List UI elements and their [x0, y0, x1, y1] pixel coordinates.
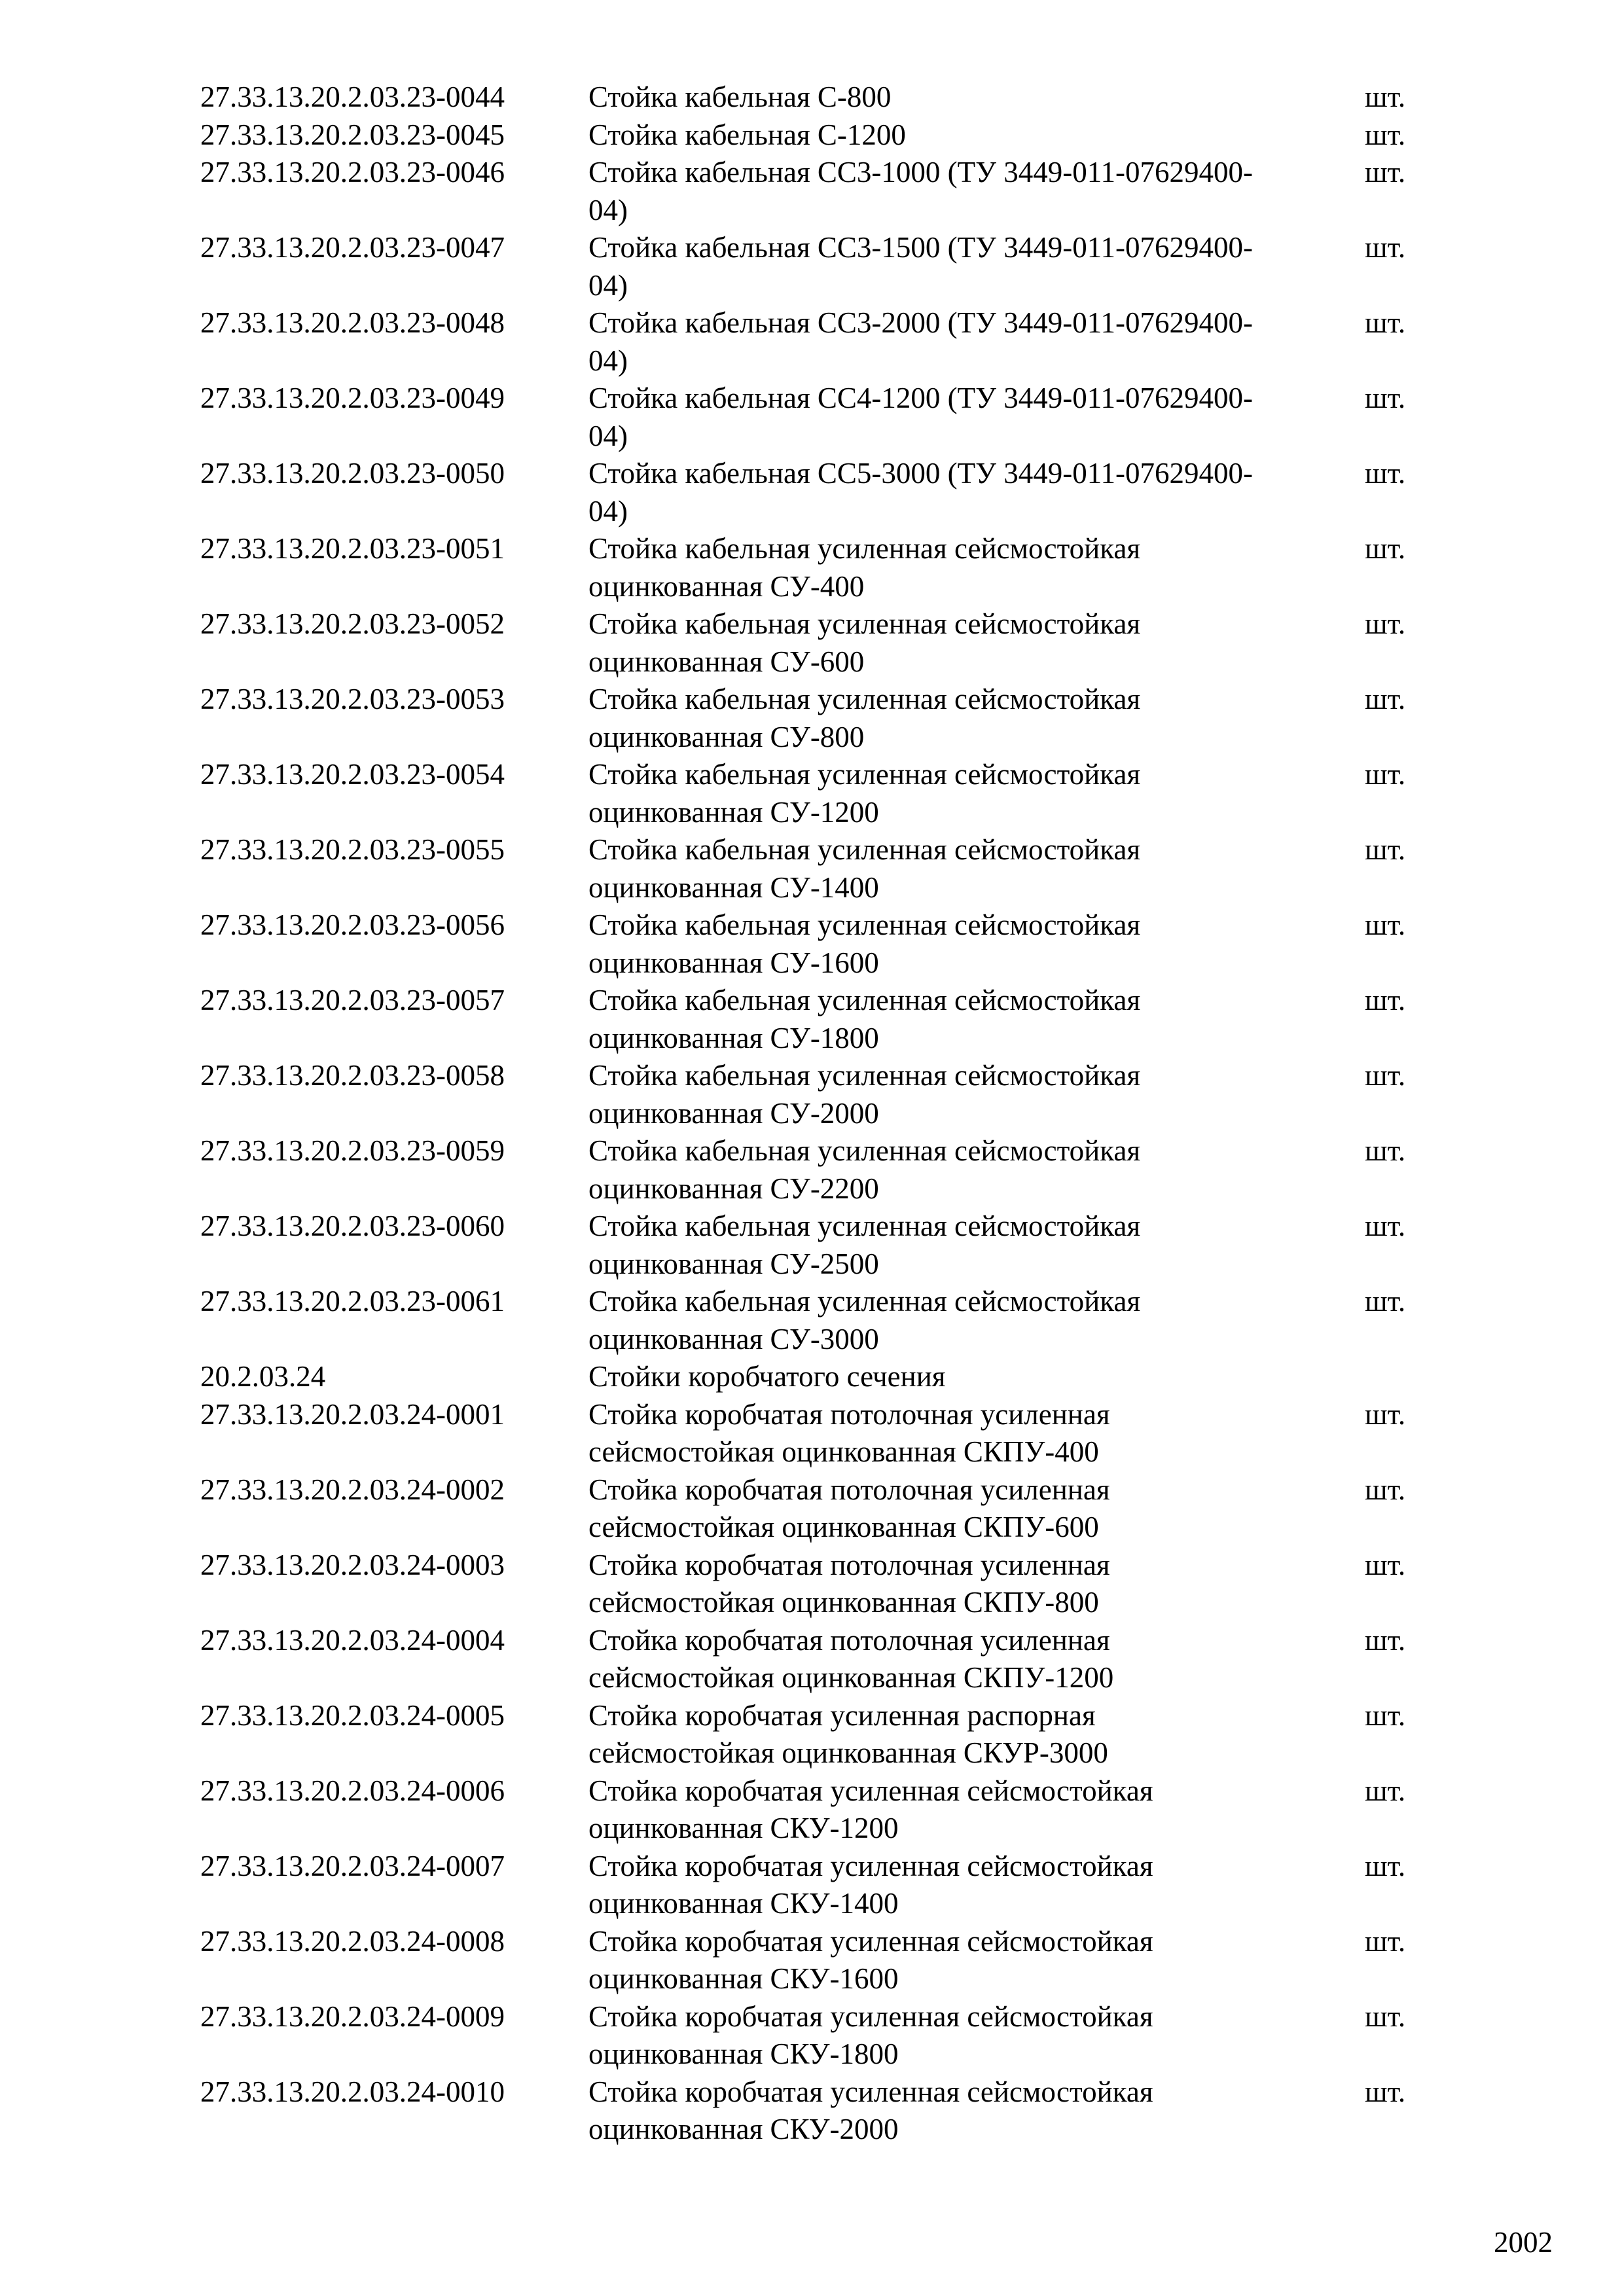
row-unit: шт. — [1365, 231, 1406, 264]
row-code: 27.33.13.20.2.03.24-0008 — [200, 1924, 505, 1958]
row-unit: шт. — [1365, 306, 1406, 339]
row-unit: шт. — [1365, 833, 1406, 866]
row-name: Стойка кабельная СС5-3000 (ТУ 3449-011-07629400- 04) — [588, 457, 1254, 528]
row-unit: шт. — [1365, 81, 1406, 113]
row-unit: шт. — [1365, 118, 1406, 151]
table-row — [200, 756, 1444, 831]
table-row — [200, 455, 1444, 530]
row-name: Стойка кабельная усиленная сейсмостойкая оцинкованная СУ-1400 — [588, 833, 1141, 904]
row-name: Стойка коробчатая усиленная сейсмостойкая оцинкованная СКУ-1400 — [588, 1849, 1153, 1920]
row-unit: шт. — [1365, 984, 1406, 1016]
row-code: 27.33.13.20.2.03.23-0044 — [200, 81, 505, 113]
row-unit: шт. — [1365, 1548, 1406, 1581]
row-name: Стойка кабельная усиленная сейсмостойкая оцинкованная СУ-400 — [588, 532, 1141, 603]
table-row — [200, 831, 1444, 906]
table-row — [200, 1998, 1444, 2073]
row-code: 27.33.13.20.2.03.23-0050 — [200, 457, 505, 490]
row-unit: шт. — [1365, 1849, 1406, 1882]
table-row — [200, 380, 1444, 455]
row-code: 27.33.13.20.2.03.24-0010 — [200, 2075, 505, 2108]
row-code: 27.33.13.20.2.03.24-0001 — [200, 1397, 505, 1431]
table-row — [200, 1923, 1444, 1998]
row-unit: шт. — [1365, 1397, 1406, 1431]
row-unit: шт. — [1365, 758, 1406, 791]
row-unit: шт. — [1365, 382, 1406, 414]
row-name: Стойка кабельная усиленная сейсмостойкая оцинкованная СУ-800 — [588, 683, 1141, 753]
row-unit: шт. — [1365, 683, 1406, 715]
row-code: 27.33.13.20.2.03.23-0048 — [200, 306, 505, 339]
row-name: Стойка кабельная СС3-2000 (ТУ 3449-011-07629400- 04) — [588, 306, 1254, 377]
row-code: 27.33.13.20.2.03.24-0005 — [200, 1698, 505, 1732]
row-code: 20.2.03.24 — [200, 1360, 326, 1393]
row-name: Стойка коробчатая усиленная сейсмостойкая оцинкованная СКУ-1600 — [588, 1924, 1153, 1995]
table-row — [200, 1132, 1444, 1208]
row-name: Стойка коробчатая усиленная распорная сейсмостойкая оцинкованная СКУР-3000 — [588, 1698, 1108, 1769]
row-unit: шт. — [1365, 607, 1406, 640]
row-name: Стойка коробчатая усиленная сейсмостойкая оцинкованная СКУ-1800 — [588, 2000, 1153, 2070]
row-code: 27.33.13.20.2.03.23-0054 — [200, 758, 505, 791]
row-unit: шт. — [1365, 457, 1406, 490]
table-row — [200, 117, 1444, 154]
row-unit: шт. — [1365, 2000, 1406, 2033]
row-unit: шт. — [1365, 1924, 1406, 1958]
table-row — [200, 906, 1444, 982]
table-row — [200, 530, 1444, 605]
row-code: 27.33.13.20.2.03.23-0051 — [200, 532, 505, 565]
row-code: 27.33.13.20.2.03.23-0061 — [200, 1285, 505, 1318]
row-name: Стойка кабельная усиленная сейсмостойкая оцинкованная СУ-1200 — [588, 758, 1141, 829]
row-name: Стойка коробчатая потолочная усиленная сейсмостойкая оцинкованная СКПУ-800 — [588, 1548, 1110, 1619]
table-row — [200, 1848, 1444, 1923]
row-code: 27.33.13.20.2.03.23-0055 — [200, 833, 505, 866]
table-row — [200, 2073, 1444, 2149]
row-unit: шт. — [1365, 1473, 1406, 1506]
table-row — [200, 1622, 1444, 1697]
row-name: Стойка кабельная усиленная сейсмостойкая оцинкованная СУ-2200 — [588, 1134, 1141, 1205]
row-code: 27.33.13.20.2.03.24-0003 — [200, 1548, 505, 1581]
row-code: 27.33.13.20.2.03.23-0047 — [200, 231, 505, 264]
row-code: 27.33.13.20.2.03.24-0006 — [200, 1774, 505, 1807]
table-row — [200, 1208, 1444, 1283]
page-number: 2002 — [1494, 2226, 1553, 2259]
row-code: 27.33.13.20.2.03.24-0007 — [200, 1849, 505, 1882]
row-name: Стойка кабельная СС4-1200 (ТУ 3449-011-07629400- 04) — [588, 382, 1254, 452]
row-unit: шт. — [1365, 2075, 1406, 2108]
row-code: 27.33.13.20.2.03.23-0046 — [200, 156, 505, 188]
row-code: 27.33.13.20.2.03.23-0058 — [200, 1059, 505, 1092]
row-unit: шт. — [1365, 1698, 1406, 1732]
table-row — [200, 154, 1444, 229]
section-heading-row — [200, 1358, 1444, 1396]
row-name: Стойки коробчатого сечения — [588, 1360, 946, 1393]
row-unit: шт. — [1365, 1059, 1406, 1092]
table-row — [200, 982, 1444, 1057]
table-row — [200, 304, 1444, 380]
row-unit: шт. — [1365, 908, 1406, 941]
table-row — [200, 1697, 1444, 1772]
row-unit: шт. — [1365, 1285, 1406, 1318]
table-row — [200, 1547, 1444, 1622]
row-name: Стойка кабельная усиленная сейсмостойкая оцинкованная СУ-2000 — [588, 1059, 1141, 1130]
row-code: 27.33.13.20.2.03.23-0056 — [200, 908, 505, 941]
table-row — [200, 229, 1444, 304]
table-row — [200, 605, 1444, 681]
row-name: Стойка кабельная СС3-1000 (ТУ 3449-011-07629400- 04) — [588, 156, 1254, 226]
row-name: Стойка коробчатая потолочная усиленная сейсмостойкая оцинкованная СКПУ-1200 — [588, 1623, 1114, 1694]
row-code: 27.33.13.20.2.03.23-0052 — [200, 607, 505, 640]
row-code: 27.33.13.20.2.03.24-0004 — [200, 1623, 505, 1657]
table-row — [200, 1471, 1444, 1547]
table-row — [200, 681, 1444, 756]
row-name: Стойка коробчатая потолочная усиленная сейсмостойкая оцинкованная СКПУ-600 — [588, 1473, 1110, 1543]
row-unit: шт. — [1365, 532, 1406, 565]
row-name: Стойка кабельная С-800 — [588, 81, 892, 113]
row-code: 27.33.13.20.2.03.23-0049 — [200, 382, 505, 414]
row-code: 27.33.13.20.2.03.24-0002 — [200, 1473, 505, 1506]
row-unit: шт. — [1365, 1774, 1406, 1807]
table-row — [200, 1396, 1444, 1471]
row-code: 27.33.13.20.2.03.23-0057 — [200, 984, 505, 1016]
row-name: Стойка коробчатая усиленная сейсмостойкая оцинкованная СКУ-2000 — [588, 2075, 1153, 2145]
row-name: Стойка коробчатая усиленная сейсмостойкая оцинкованная СКУ-1200 — [588, 1774, 1153, 1844]
row-name: Стойка кабельная усиленная сейсмостойкая оцинкованная СУ-1600 — [588, 908, 1141, 979]
row-name: Стойка кабельная усиленная сейсмостойкая оцинкованная СУ-2500 — [588, 1210, 1141, 1280]
row-unit: шт. — [1365, 1623, 1406, 1657]
row-unit: шт. — [1365, 1134, 1406, 1167]
classifier-table — [200, 79, 1444, 2149]
table-row — [200, 1057, 1444, 1132]
row-name: Стойка кабельная усиленная сейсмостойкая оцинкованная СУ-3000 — [588, 1285, 1141, 1355]
row-unit: шт. — [1365, 156, 1406, 188]
row-name: Стойка кабельная С-1200 — [588, 118, 906, 151]
row-name: Стойка коробчатая потолочная усиленная сейсмостойкая оцинкованная СКПУ-400 — [588, 1397, 1110, 1468]
row-name: Стойка кабельная усиленная сейсмостойкая оцинкованная СУ-600 — [588, 607, 1141, 678]
table-row — [200, 1772, 1444, 1848]
row-code: 27.33.13.20.2.03.23-0060 — [200, 1210, 505, 1242]
table-row — [200, 1283, 1444, 1358]
row-name: Стойка кабельная усиленная сейсмостойкая оцинкованная СУ-1800 — [588, 984, 1141, 1054]
row-code: 27.33.13.20.2.03.23-0045 — [200, 118, 505, 151]
row-code: 27.33.13.20.2.03.23-0059 — [200, 1134, 505, 1167]
row-code: 27.33.13.20.2.03.23-0053 — [200, 683, 505, 715]
row-name: Стойка кабельная СС3-1500 (ТУ 3449-011-07629400- 04) — [588, 231, 1254, 302]
table-row — [200, 79, 1444, 117]
row-unit: шт. — [1365, 1210, 1406, 1242]
row-code: 27.33.13.20.2.03.24-0009 — [200, 2000, 505, 2033]
